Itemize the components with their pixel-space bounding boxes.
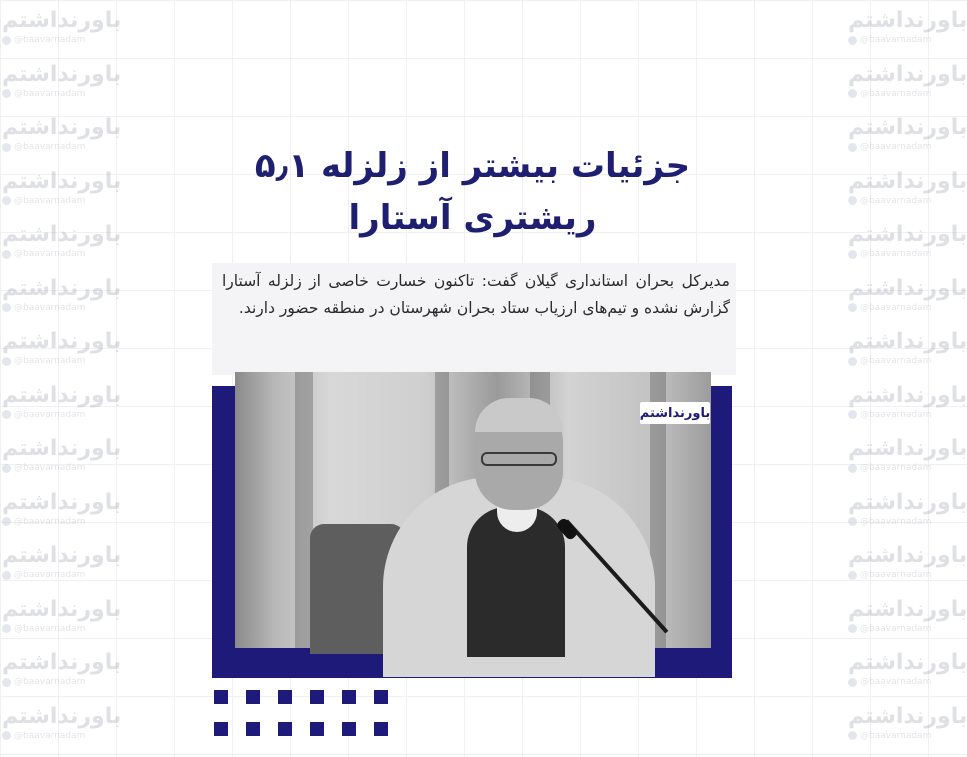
watermark-handle-text: @baavarnadam (14, 248, 85, 260)
decorative-squares (214, 690, 388, 736)
watermark-logo: باورنداشتم (2, 704, 121, 730)
watermark (2, 704, 98, 757)
decorative-square (278, 722, 292, 736)
social-icon (2, 196, 11, 205)
watermark (2, 8, 98, 62)
watermark-logo: باورنداشتم (2, 490, 121, 516)
watermark-handle-text: @baavarnadam (14, 569, 85, 581)
social-icon (2, 731, 11, 740)
decorative-square (246, 722, 260, 736)
watermark (848, 62, 944, 116)
social-icon (2, 303, 11, 312)
watermark-logo: باورنداشتم (2, 383, 121, 409)
watermark-logo: باورنداشتم (2, 8, 121, 34)
photo-logo-badge: باورنداشتم (640, 402, 710, 424)
watermark-logo: باورنداشتم (2, 222, 121, 248)
watermark-logo: باورنداشتم (2, 169, 121, 195)
watermark-handle-text: @baavarnadam (14, 88, 85, 100)
watermark (2, 62, 98, 116)
watermark-handle (2, 302, 85, 314)
watermark (2, 543, 98, 597)
watermark-column-left (2, 8, 98, 757)
social-icon (2, 678, 11, 687)
watermark-handle-text: @baavarnadam (860, 676, 931, 688)
social-icon (848, 143, 857, 152)
watermark-logo: باورنداشتم (2, 543, 121, 569)
watermark (848, 597, 944, 651)
watermark (2, 436, 98, 490)
social-icon (848, 410, 857, 419)
social-icon (848, 678, 857, 687)
watermark-logo: باورنداشتم (848, 383, 967, 409)
watermark-handle (2, 409, 85, 421)
watermark (2, 169, 98, 223)
watermark-logo: باورنداشتم (848, 650, 967, 676)
watermark (2, 276, 98, 330)
watermark-handle (848, 676, 931, 688)
watermark-handle (2, 248, 85, 260)
watermark (848, 222, 944, 276)
watermark-handle-text: @baavarnadam (860, 248, 931, 260)
watermark (848, 650, 944, 704)
watermark-handle (2, 355, 85, 367)
watermark-handle-text: @baavarnadam (14, 676, 85, 688)
watermark-logo: باورنداشتم (2, 62, 121, 88)
watermark (2, 383, 98, 437)
social-icon (848, 517, 857, 526)
watermark-handle (848, 195, 931, 207)
watermark-handle (848, 355, 931, 367)
watermark-handle-text: @baavarnadam (14, 195, 85, 207)
social-icon (2, 36, 11, 45)
watermark (848, 169, 944, 223)
watermark-logo: باورنداشتم (2, 329, 121, 355)
social-icon (2, 464, 11, 473)
watermark-handle (848, 141, 931, 153)
watermark (2, 597, 98, 651)
watermark-handle (2, 34, 85, 46)
watermark (2, 329, 98, 383)
watermark-handle (2, 676, 85, 688)
watermark (848, 436, 944, 490)
decorative-square (214, 722, 228, 736)
watermark-handle-text: @baavarnadam (14, 730, 85, 742)
social-icon (2, 517, 11, 526)
watermark-handle (2, 516, 85, 528)
watermark (848, 490, 944, 544)
watermark-handle (848, 88, 931, 100)
watermark (848, 543, 944, 597)
watermark (2, 490, 98, 544)
watermark-logo: باورنداشتم (2, 597, 121, 623)
watermark (848, 704, 944, 757)
watermark-handle-text: @baavarnadam (14, 409, 85, 421)
watermark-handle (848, 462, 931, 474)
watermark-logo: باورنداشتم (848, 543, 967, 569)
glasses (481, 452, 557, 466)
social-icon (848, 464, 857, 473)
watermark-logo: باورنداشتم (848, 436, 967, 462)
watermark-handle (848, 409, 931, 421)
watermark-logo: باورنداشتم (2, 650, 121, 676)
intro-text: مدیرکل بحران استانداری گیلان گفت: تاکنون خسارت خاصی از زلزله آستارا گزارش نشده و تیم‌های ارزیاب ستاد بحران شهرستان در منطقه حضور دارند. (222, 268, 730, 322)
social-icon (2, 89, 11, 98)
decorative-square (214, 690, 228, 704)
watermark-logo: باورنداشتم (848, 169, 967, 195)
watermark-handle-text: @baavarnadam (860, 88, 931, 100)
watermark-logo: باورنداشتم (848, 329, 967, 355)
watermark-handle-text: @baavarnadam (860, 409, 931, 421)
decorative-square (310, 722, 324, 736)
watermark (848, 329, 944, 383)
watermark (848, 8, 944, 62)
decorative-square (246, 690, 260, 704)
social-icon (848, 36, 857, 45)
social-icon (848, 196, 857, 205)
watermark-handle (2, 141, 85, 153)
watermark-handle-text: @baavarnadam (14, 34, 85, 46)
watermark-logo: باورنداشتم (848, 276, 967, 302)
watermark-handle-text: @baavarnadam (860, 302, 931, 314)
watermark-handle-text: @baavarnadam (14, 302, 85, 314)
social-icon (848, 303, 857, 312)
watermark-logo: باورنداشتم (848, 490, 967, 516)
watermark-handle (848, 569, 931, 581)
watermark-handle-text: @baavarnadam (860, 195, 931, 207)
social-icon (848, 250, 857, 259)
watermark-column-right (848, 8, 944, 757)
watermark-logo: باورنداشتم (848, 8, 967, 34)
watermark-handle (2, 195, 85, 207)
watermark-handle (848, 623, 931, 635)
social-icon (848, 357, 857, 366)
social-icon (848, 731, 857, 740)
watermark-handle (848, 730, 931, 742)
watermark-logo: باورنداشتم (2, 115, 121, 141)
watermark (2, 115, 98, 169)
watermark-handle (848, 34, 931, 46)
social-icon (848, 571, 857, 580)
decorative-square (342, 690, 356, 704)
watermark-handle-text: @baavarnadam (14, 516, 85, 528)
watermark-handle-text: @baavarnadam (14, 355, 85, 367)
watermark-handle-text: @baavarnadam (860, 34, 931, 46)
watermark-logo: باورنداشتم (848, 597, 967, 623)
watermark-logo: باورنداشتم (848, 704, 967, 730)
decorative-square (342, 722, 356, 736)
watermark-handle (2, 569, 85, 581)
watermark-handle (2, 462, 85, 474)
watermark-handle-text: @baavarnadam (14, 462, 85, 474)
watermark-logo: باورنداشتم (848, 222, 967, 248)
social-icon (2, 571, 11, 580)
decorative-square (278, 690, 292, 704)
watermark (848, 383, 944, 437)
watermark-logo: باورنداشتم (848, 62, 967, 88)
watermark-logo: باورنداشتم (2, 276, 121, 302)
headline: جزئیات بیشتر از زلزله ۵٫۱ ریشتری آستارا (215, 140, 730, 244)
watermark-handle-text: @baavarnadam (860, 569, 931, 581)
watermark (848, 276, 944, 330)
watermark-handle (2, 730, 85, 742)
watermark-logo: باورنداشتم (2, 436, 121, 462)
watermark (848, 115, 944, 169)
watermark-handle (2, 88, 85, 100)
social-icon (2, 250, 11, 259)
watermark-handle-text: @baavarnadam (14, 141, 85, 153)
watermark-logo: باورنداشتم (848, 115, 967, 141)
social-icon (848, 624, 857, 633)
watermark-handle-text: @baavarnadam (860, 730, 931, 742)
social-icon (2, 143, 11, 152)
watermark-handle-text: @baavarnadam (860, 516, 931, 528)
social-icon (848, 89, 857, 98)
social-icon (2, 357, 11, 366)
watermark-handle (848, 302, 931, 314)
watermark-handle-text: @baavarnadam (860, 623, 931, 635)
social-icon (2, 410, 11, 419)
watermark-handle-text: @baavarnadam (860, 141, 931, 153)
decorative-square (310, 690, 324, 704)
watermark-handle-text: @baavarnadam (14, 623, 85, 635)
decorative-square (374, 722, 388, 736)
watermark (2, 222, 98, 276)
watermark (2, 650, 98, 704)
watermark-handle (848, 248, 931, 260)
watermark-handle-text: @baavarnadam (860, 355, 931, 367)
social-icon (2, 624, 11, 633)
watermark-handle (2, 623, 85, 635)
decorative-square (374, 690, 388, 704)
watermark-handle (848, 516, 931, 528)
watermark-handle-text: @baavarnadam (860, 462, 931, 474)
